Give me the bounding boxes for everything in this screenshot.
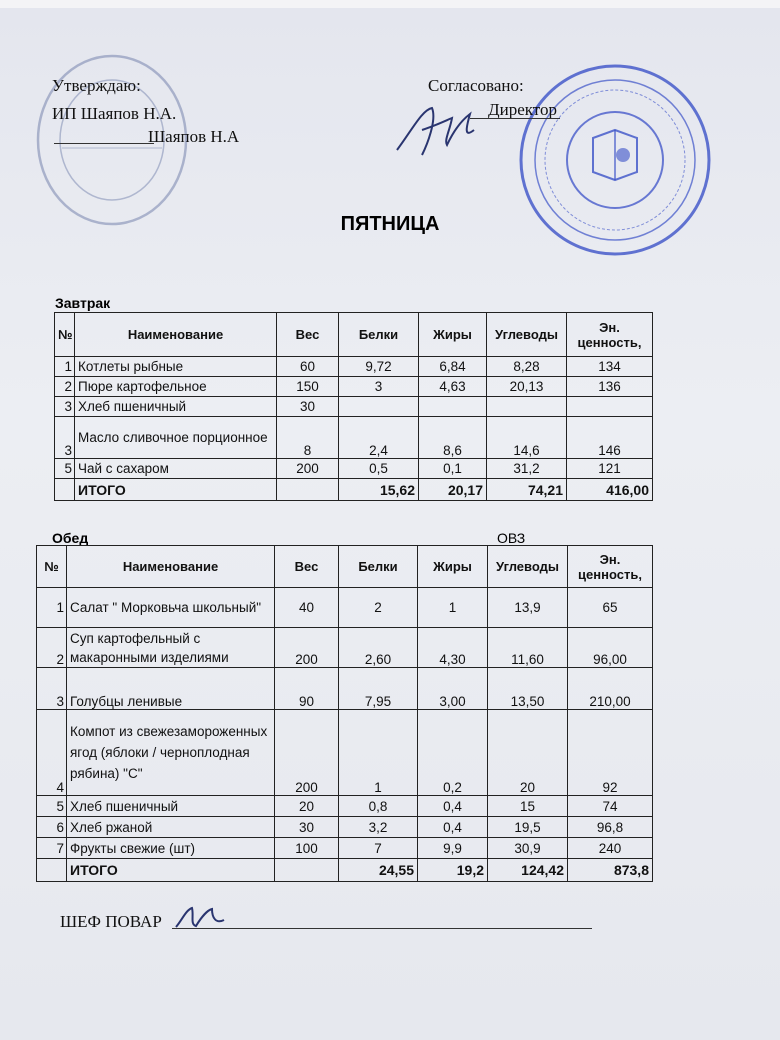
row-fat: 0,2 <box>418 710 488 796</box>
lunch-section-label: Обед <box>52 530 89 546</box>
row-energy: 65 <box>568 588 653 628</box>
breakfast-section-label: Завтрак <box>55 295 111 311</box>
col-protein: Белки <box>339 546 418 588</box>
table-row <box>55 377 653 397</box>
row-num: 4 <box>37 710 67 796</box>
col-name: Наименование <box>75 313 277 357</box>
row-name: Салат " Морковьча школьный" <box>67 588 275 628</box>
chef-label: ШЕФ ПОВАР <box>60 912 162 931</box>
row-energy: 146 <box>567 417 653 459</box>
row-carbs: 19,5 <box>488 817 568 838</box>
table-row <box>37 668 653 710</box>
row-protein: 3,2 <box>339 817 418 838</box>
col-protein: Белки <box>339 313 419 357</box>
row-carbs: 20,13 <box>487 377 567 397</box>
total-fat: 19,2 <box>418 859 488 882</box>
row-protein: 2 <box>339 588 418 628</box>
row-name: Масло сливочное порционное <box>75 417 277 459</box>
row-weight: 40 <box>275 588 339 628</box>
row-carbs: 13,9 <box>488 588 568 628</box>
row-energy: 96,8 <box>568 817 653 838</box>
approve-signature-line <box>54 143 154 144</box>
row-num: 3 <box>55 417 75 459</box>
col-fat: Жиры <box>419 313 487 357</box>
table-row <box>37 796 653 817</box>
row-fat: 0,4 <box>418 796 488 817</box>
col-name: Наименование <box>67 546 275 588</box>
row-protein: 7,95 <box>339 668 418 710</box>
row-fat <box>419 397 487 417</box>
total-carbs: 124,42 <box>488 859 568 882</box>
row-fat: 1 <box>418 588 488 628</box>
row-energy: 240 <box>568 838 653 859</box>
total-protein: 15,62 <box>339 479 419 501</box>
row-energy: 134 <box>567 357 653 377</box>
row-energy <box>567 397 653 417</box>
col-num: № <box>37 546 67 588</box>
total-carbs: 74,21 <box>487 479 567 501</box>
row-protein: 2,60 <box>339 628 418 668</box>
row-carbs: 11,60 <box>488 628 568 668</box>
row-name: Фрукты свежие (шт) <box>67 838 275 859</box>
approve-label: Утверждаю: <box>52 76 141 95</box>
row-num: 5 <box>37 796 67 817</box>
row-weight: 60 <box>277 357 339 377</box>
agreed-label: Согласовано: <box>428 76 524 95</box>
row-carbs: 13,50 <box>488 668 568 710</box>
table-row <box>37 588 653 628</box>
breakfast-table <box>54 312 653 501</box>
row-energy: 96,00 <box>568 628 653 668</box>
row-num: 7 <box>37 838 67 859</box>
total-energy: 416,00 <box>567 479 653 501</box>
col-carbs: Углеводы <box>488 546 568 588</box>
approve-signature-name: Шаяпов Н.А <box>148 127 240 146</box>
total-empty <box>275 859 339 882</box>
row-protein: 2,4 <box>339 417 419 459</box>
total-protein: 24,55 <box>339 859 418 882</box>
row-num: 1 <box>55 357 75 377</box>
row-name: Пюре картофельное <box>75 377 277 397</box>
row-name: Хлеб пшеничный <box>75 397 277 417</box>
agreed-role: Директор <box>488 100 557 119</box>
table-row <box>55 357 653 377</box>
row-num: 6 <box>37 817 67 838</box>
row-name: Хлеб пшеничный <box>67 796 275 817</box>
row-weight: 20 <box>275 796 339 817</box>
row-energy: 136 <box>567 377 653 397</box>
row-energy: 121 <box>567 459 653 479</box>
row-num: 3 <box>55 397 75 417</box>
row-name: Котлеты рыбные <box>75 357 277 377</box>
row-carbs: 14,6 <box>487 417 567 459</box>
row-fat: 4,63 <box>419 377 487 397</box>
row-carbs: 15 <box>488 796 568 817</box>
total-empty <box>277 479 339 501</box>
row-num: 1 <box>37 588 67 628</box>
col-energy: Эн. ценность, <box>568 546 653 588</box>
row-fat: 9,9 <box>418 838 488 859</box>
row-weight: 90 <box>275 668 339 710</box>
lunch-side-label: ОВЗ <box>497 530 526 546</box>
row-name: Суп картофельный с макаронными изделиями <box>67 628 275 668</box>
row-carbs: 8,28 <box>487 357 567 377</box>
row-protein: 0,5 <box>339 459 419 479</box>
row-num: 3 <box>37 668 67 710</box>
table-row <box>55 417 653 459</box>
top-edge <box>0 0 780 8</box>
col-weight: Вес <box>275 546 339 588</box>
row-protein: 9,72 <box>339 357 419 377</box>
row-weight: 30 <box>277 397 339 417</box>
total-row <box>55 479 653 501</box>
col-fat: Жиры <box>418 546 488 588</box>
row-num: 2 <box>55 377 75 397</box>
table-row <box>37 710 653 796</box>
page-title: ПЯТНИЦА <box>340 213 440 235</box>
row-protein: 3 <box>339 377 419 397</box>
table-row <box>37 817 653 838</box>
total-empty <box>55 479 75 501</box>
total-energy: 873,8 <box>568 859 653 882</box>
row-protein: 1 <box>339 710 418 796</box>
row-fat: 8,6 <box>419 417 487 459</box>
total-row <box>37 859 653 882</box>
row-energy: 92 <box>568 710 653 796</box>
row-energy: 210,00 <box>568 668 653 710</box>
row-num: 5 <box>55 459 75 479</box>
row-energy: 74 <box>568 796 653 817</box>
col-carbs: Углеводы <box>487 313 567 357</box>
row-weight: 200 <box>277 459 339 479</box>
row-carbs: 20 <box>488 710 568 796</box>
row-num: 2 <box>37 628 67 668</box>
row-carbs <box>487 397 567 417</box>
row-protein: 7 <box>339 838 418 859</box>
lunch-table <box>36 545 653 882</box>
director-signature-icon <box>392 100 492 160</box>
col-energy: Эн. ценность, <box>567 313 653 357</box>
row-carbs: 31,2 <box>487 459 567 479</box>
row-fat: 0,4 <box>418 817 488 838</box>
total-label: ИТОГО <box>75 479 277 501</box>
row-fat: 6,84 <box>419 357 487 377</box>
total-label: ИТОГО <box>67 859 275 882</box>
table-row <box>37 628 653 668</box>
row-protein: 0,8 <box>339 796 418 817</box>
row-carbs: 30,9 <box>488 838 568 859</box>
row-name: Компот из свежезамороженных ягод (яблоки / черноплодная рябина) "С" <box>67 710 275 796</box>
row-fat: 4,30 <box>418 628 488 668</box>
table-row <box>55 397 653 417</box>
chef-signature-icon <box>172 902 242 932</box>
col-num: № <box>55 313 75 357</box>
row-name: Хлеб ржаной <box>67 817 275 838</box>
total-empty <box>37 859 67 882</box>
row-weight: 150 <box>277 377 339 397</box>
row-weight: 30 <box>275 817 339 838</box>
total-fat: 20,17 <box>419 479 487 501</box>
approve-person: ИП Шаяпов Н.А. <box>52 104 177 123</box>
row-weight: 200 <box>275 628 339 668</box>
row-name: Чай с сахаром <box>75 459 277 479</box>
col-weight: Вес <box>277 313 339 357</box>
row-protein <box>339 397 419 417</box>
row-weight: 200 <box>275 710 339 796</box>
row-fat: 0,1 <box>419 459 487 479</box>
row-name: Голубцы ленивые <box>67 668 275 710</box>
row-weight: 8 <box>277 417 339 459</box>
row-fat: 3,00 <box>418 668 488 710</box>
table-row <box>37 838 653 859</box>
table-row <box>55 459 653 479</box>
row-weight: 100 <box>275 838 339 859</box>
